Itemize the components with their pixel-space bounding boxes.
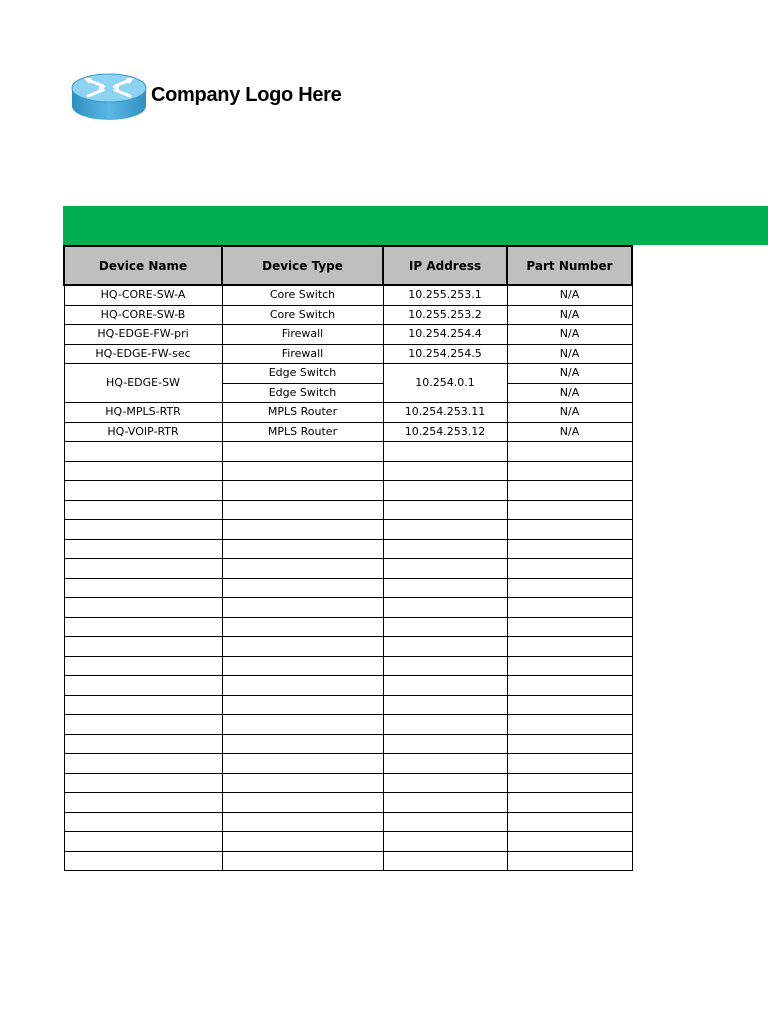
empty-cell <box>507 656 632 676</box>
column-header-ip-address: IP Address <box>383 246 507 285</box>
empty-cell <box>383 500 507 520</box>
empty-cell <box>222 520 383 540</box>
empty-table-row <box>64 851 632 871</box>
part-number-cell: N/A <box>507 422 632 442</box>
device-name-cell: HQ-EDGE-SW <box>64 364 222 403</box>
empty-cell <box>64 656 222 676</box>
table-header-row <box>64 246 632 285</box>
empty-cell <box>383 695 507 715</box>
empty-table-row <box>64 773 632 793</box>
empty-cell <box>383 461 507 481</box>
empty-cell <box>383 676 507 696</box>
empty-cell <box>64 695 222 715</box>
empty-cell <box>64 734 222 754</box>
empty-cell <box>222 793 383 813</box>
device-type-cell: MPLS Router <box>222 403 383 423</box>
empty-cell <box>222 617 383 637</box>
empty-table-row <box>64 637 632 657</box>
empty-cell <box>64 559 222 579</box>
device-name-cell: HQ-MPLS-RTR <box>64 403 222 423</box>
company-logo <box>70 68 370 128</box>
empty-cell <box>507 754 632 774</box>
empty-cell <box>64 832 222 852</box>
empty-cell <box>64 442 222 462</box>
device-type-cell: Firewall <box>222 344 383 364</box>
table-row <box>64 403 632 423</box>
empty-cell <box>383 754 507 774</box>
ip-address-cell: 10.254.254.4 <box>383 325 507 345</box>
table-row <box>64 364 632 384</box>
logo-text: Company Logo Here <box>151 84 342 106</box>
part-number-cell: N/A <box>507 344 632 364</box>
empty-cell <box>64 637 222 657</box>
empty-cell <box>222 559 383 579</box>
part-number-cell: N/A <box>507 403 632 423</box>
device-name-cell: HQ-EDGE-FW-pri <box>64 325 222 345</box>
empty-cell <box>222 851 383 871</box>
empty-cell <box>507 832 632 852</box>
empty-cell <box>383 773 507 793</box>
empty-table-row <box>64 520 632 540</box>
empty-cell <box>222 461 383 481</box>
device-inventory-table <box>63 245 633 871</box>
empty-cell <box>222 773 383 793</box>
empty-cell <box>383 812 507 832</box>
empty-cell <box>64 617 222 637</box>
ip-address-cell: 10.255.253.1 <box>383 285 507 305</box>
empty-cell <box>222 442 383 462</box>
empty-cell <box>507 734 632 754</box>
empty-cell <box>64 754 222 774</box>
empty-table-row <box>64 695 632 715</box>
empty-table-row <box>64 617 632 637</box>
empty-cell <box>222 539 383 559</box>
empty-cell <box>222 715 383 735</box>
empty-cell <box>507 851 632 871</box>
empty-cell <box>507 598 632 618</box>
empty-cell <box>383 832 507 852</box>
empty-cell <box>222 500 383 520</box>
empty-cell <box>507 559 632 579</box>
empty-cell <box>64 461 222 481</box>
part-number-cell: N/A <box>507 325 632 345</box>
empty-cell <box>383 481 507 501</box>
empty-table-row <box>64 734 632 754</box>
empty-cell <box>64 812 222 832</box>
green-banner <box>63 206 768 245</box>
empty-table-row <box>64 812 632 832</box>
table-row <box>64 325 632 345</box>
empty-cell <box>222 481 383 501</box>
empty-cell <box>507 500 632 520</box>
device-type-cell: Edge Switch <box>222 383 383 403</box>
ip-address-cell: 10.254.253.12 <box>383 422 507 442</box>
empty-cell <box>507 539 632 559</box>
empty-cell <box>64 851 222 871</box>
empty-cell <box>383 559 507 579</box>
empty-cell <box>507 520 632 540</box>
ip-address-cell: 10.254.254.5 <box>383 344 507 364</box>
empty-cell <box>222 656 383 676</box>
empty-cell <box>383 715 507 735</box>
empty-cell <box>507 481 632 501</box>
empty-cell <box>383 598 507 618</box>
empty-cell <box>222 754 383 774</box>
empty-cell <box>64 715 222 735</box>
empty-cell <box>64 520 222 540</box>
table-row <box>64 422 632 442</box>
empty-cell <box>64 676 222 696</box>
device-name-cell: HQ-VOIP-RTR <box>64 422 222 442</box>
empty-table-row <box>64 461 632 481</box>
table-row <box>64 285 632 305</box>
empty-cell <box>222 578 383 598</box>
device-name-cell: HQ-EDGE-FW-sec <box>64 344 222 364</box>
empty-cell <box>64 578 222 598</box>
device-type-cell: Core Switch <box>222 285 383 305</box>
empty-cell <box>64 539 222 559</box>
empty-cell <box>64 500 222 520</box>
empty-cell <box>507 793 632 813</box>
device-type-cell: Edge Switch <box>222 364 383 384</box>
empty-cell <box>383 617 507 637</box>
empty-table-row <box>64 715 632 735</box>
empty-cell <box>507 578 632 598</box>
empty-table-row <box>64 754 632 774</box>
part-number-cell: N/A <box>507 285 632 305</box>
empty-cell <box>507 812 632 832</box>
part-number-cell: N/A <box>507 383 632 403</box>
empty-cell <box>383 539 507 559</box>
empty-cell <box>383 637 507 657</box>
empty-table-row <box>64 559 632 579</box>
empty-table-row <box>64 832 632 852</box>
device-name-cell: HQ-CORE-SW-B <box>64 305 222 325</box>
empty-cell <box>64 773 222 793</box>
ip-address-cell: 10.255.253.2 <box>383 305 507 325</box>
table-row <box>64 305 632 325</box>
column-header-device-name: Device Name <box>64 246 222 285</box>
empty-cell <box>507 695 632 715</box>
empty-cell <box>222 734 383 754</box>
empty-cell <box>383 734 507 754</box>
device-type-cell: MPLS Router <box>222 422 383 442</box>
empty-cell <box>507 442 632 462</box>
table-row <box>64 344 632 364</box>
empty-cell <box>64 481 222 501</box>
empty-cell <box>222 637 383 657</box>
empty-table-row <box>64 481 632 501</box>
device-type-cell: Firewall <box>222 325 383 345</box>
ip-address-cell: 10.254.0.1 <box>383 364 507 403</box>
empty-cell <box>222 598 383 618</box>
ip-address-cell: 10.254.253.11 <box>383 403 507 423</box>
empty-cell <box>507 773 632 793</box>
empty-cell <box>383 656 507 676</box>
empty-cell <box>383 442 507 462</box>
part-number-cell: N/A <box>507 364 632 384</box>
empty-table-row <box>64 793 632 813</box>
empty-table-row <box>64 598 632 618</box>
empty-table-row <box>64 656 632 676</box>
empty-cell <box>507 715 632 735</box>
empty-cell <box>64 598 222 618</box>
empty-cell <box>507 637 632 657</box>
part-number-cell: N/A <box>507 305 632 325</box>
empty-cell <box>222 695 383 715</box>
empty-cell <box>383 851 507 871</box>
empty-table-row <box>64 539 632 559</box>
column-header-device-type: Device Type <box>222 246 383 285</box>
empty-cell <box>222 676 383 696</box>
empty-cell <box>64 793 222 813</box>
empty-cell <box>507 676 632 696</box>
empty-cell <box>383 578 507 598</box>
router-icon <box>70 68 148 124</box>
empty-cell <box>383 520 507 540</box>
empty-table-row <box>64 442 632 462</box>
empty-cell <box>222 832 383 852</box>
empty-cell <box>383 793 507 813</box>
empty-table-row <box>64 578 632 598</box>
empty-table-row <box>64 676 632 696</box>
empty-cell <box>222 812 383 832</box>
empty-cell <box>507 617 632 637</box>
column-header-part-number: Part Number <box>507 246 632 285</box>
device-name-cell: HQ-CORE-SW-A <box>64 285 222 305</box>
empty-cell <box>507 461 632 481</box>
empty-table-row <box>64 500 632 520</box>
device-type-cell: Core Switch <box>222 305 383 325</box>
